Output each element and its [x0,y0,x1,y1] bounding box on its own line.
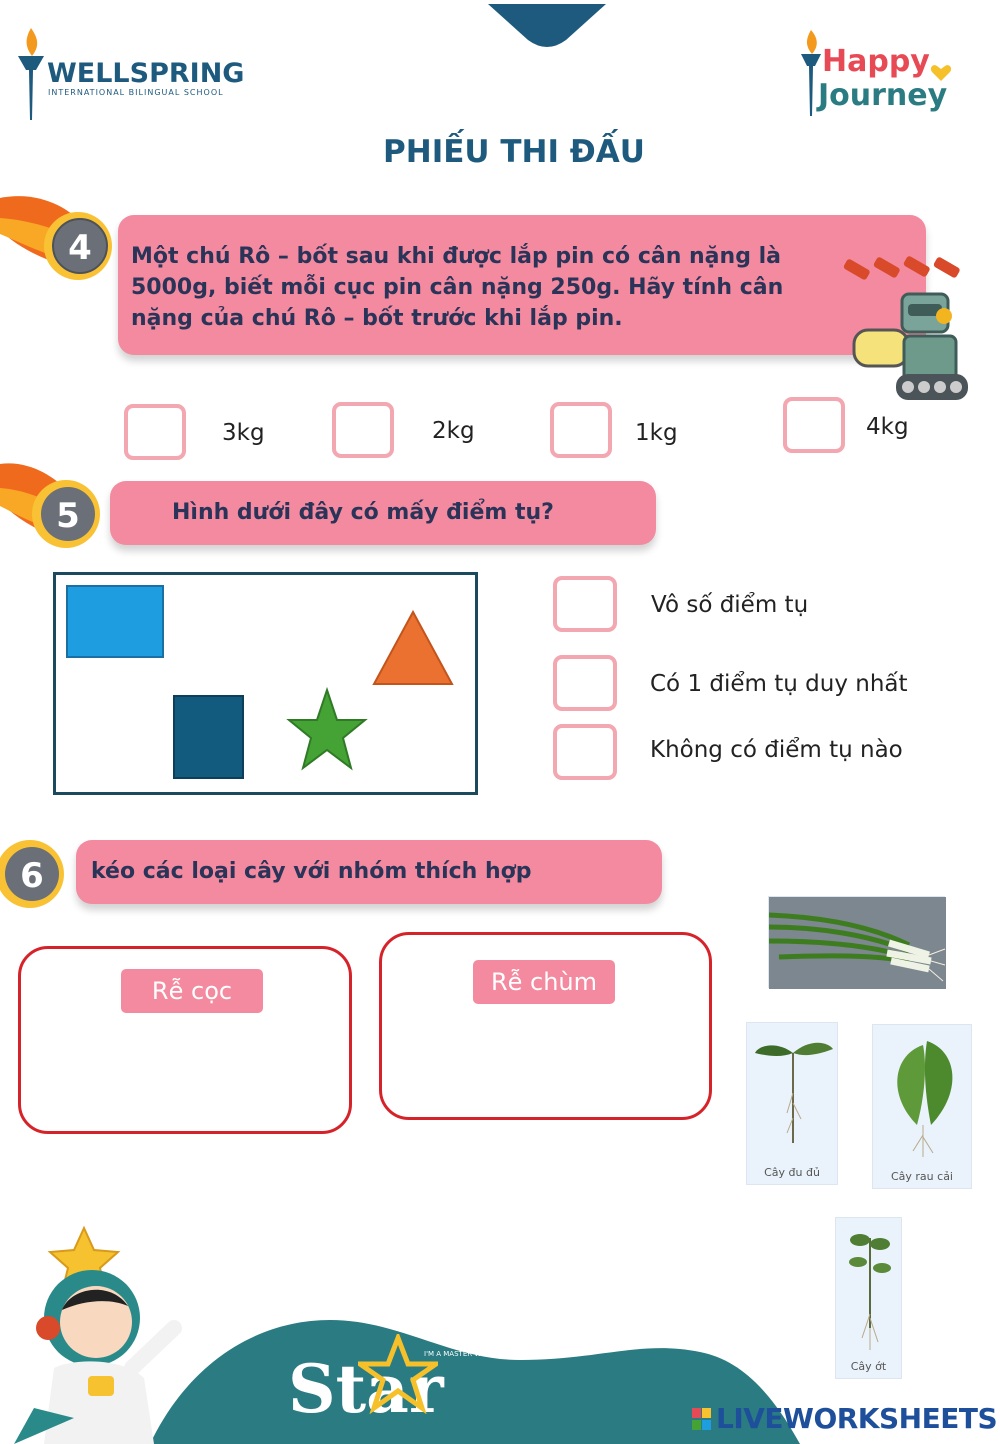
brand-journey: Journey [818,78,948,113]
page-title: PHIẾU THI ĐẤU [383,134,645,170]
wellspring-logo [14,26,245,126]
dropzone-re-coc[interactable] [18,946,352,1134]
q5-question-box [110,481,656,545]
dropzone-label-re-chum: Rễ chùm [473,960,615,1004]
q5-option-label-1: Vô số điểm tụ [651,592,809,618]
astronaut-mascot [14,1218,214,1444]
heart-icon [930,64,952,82]
q5-option-label-3: Không có điểm tụ nào [650,737,903,763]
top-notch [488,0,606,50]
dark-blue-square [174,696,243,778]
card-caption-chili: Cây ớt [850,1360,887,1373]
star-logo-text: Star [288,1350,444,1428]
q4-question-box [118,215,926,355]
q5-option-checkbox-2[interactable] [553,655,617,711]
q6-number-badge [0,832,80,922]
q4-option-label-3: 1kg [635,420,678,446]
draggable-card-papaya[interactable] [746,1022,838,1185]
mustard-greens-image [873,1025,973,1165]
q5-option-checkbox-3[interactable] [553,724,617,780]
q6-question-text: kéo các loại cây với nhóm thích hợp [91,859,532,884]
q4-option-checkbox-2[interactable] [332,402,394,458]
dropzone-label-re-coc: Rễ cọc [121,969,263,1013]
battery-icons [843,256,961,281]
q5-option-checkbox-1[interactable] [553,576,617,632]
liveworksheets-logo-icon [692,1408,712,1432]
star-tagline: I'M A MASTER WISer [424,1350,495,1358]
orange-triangle [374,612,452,684]
q4-option-label-1: 3kg [222,420,265,446]
torch-icon [14,26,48,126]
q4-option-checkbox-3[interactable] [550,402,612,458]
star-logo [288,1340,498,1430]
q6-question-box [76,840,662,904]
q4-question-text: Một chú Rô – bốt sau khi được lắp pin có cân nặng là 5000g, biết mỗi cục pin cân nặng 250g. Hãy tính cân nặng của chú Rô – bốt trước khi lắp pin. [131,244,784,331]
watermark-text: LIVEWORKSHEETS [716,1402,998,1435]
robot-illustration [842,256,972,406]
q5-question-text: Hình dưới đây có mấy điểm tụ? [172,500,554,525]
q4-option-checkbox-1[interactable] [124,404,186,460]
dropzone-re-chum[interactable] [379,932,712,1120]
shapes-figure [53,572,478,795]
q4-option-checkbox-4[interactable] [783,397,845,453]
q6-number: 6 [20,856,44,896]
card-caption-mustard-greens: Cây rau cải [890,1170,953,1183]
green-star [289,690,365,768]
school-name: WELLSPRING [47,58,245,89]
q4-option-label-4: 4kg [866,414,909,440]
draggable-card-mustard-greens[interactable] [872,1024,972,1189]
happy-journey-logo [798,28,968,123]
papaya-plant-image [747,1023,839,1163]
green-onion-image [769,897,946,989]
q4-number-badge [0,190,120,290]
brand-happy: Happy [822,44,930,79]
q5-number: 5 [56,496,80,536]
q4-option-label-2: 2kg [432,418,475,444]
card-caption-papaya: Cây đu đủ [764,1166,820,1179]
q5-number-badge [0,460,110,560]
light-blue-square [67,586,163,657]
star-icon [358,1334,438,1414]
q5-option-label-2: Có 1 điểm tụ duy nhất [650,671,908,697]
q4-number: 4 [68,228,92,268]
draggable-card-green-onion[interactable] [768,896,945,988]
school-subtitle: INTERNATIONAL BILINGUAL SCHOOL [48,88,224,97]
